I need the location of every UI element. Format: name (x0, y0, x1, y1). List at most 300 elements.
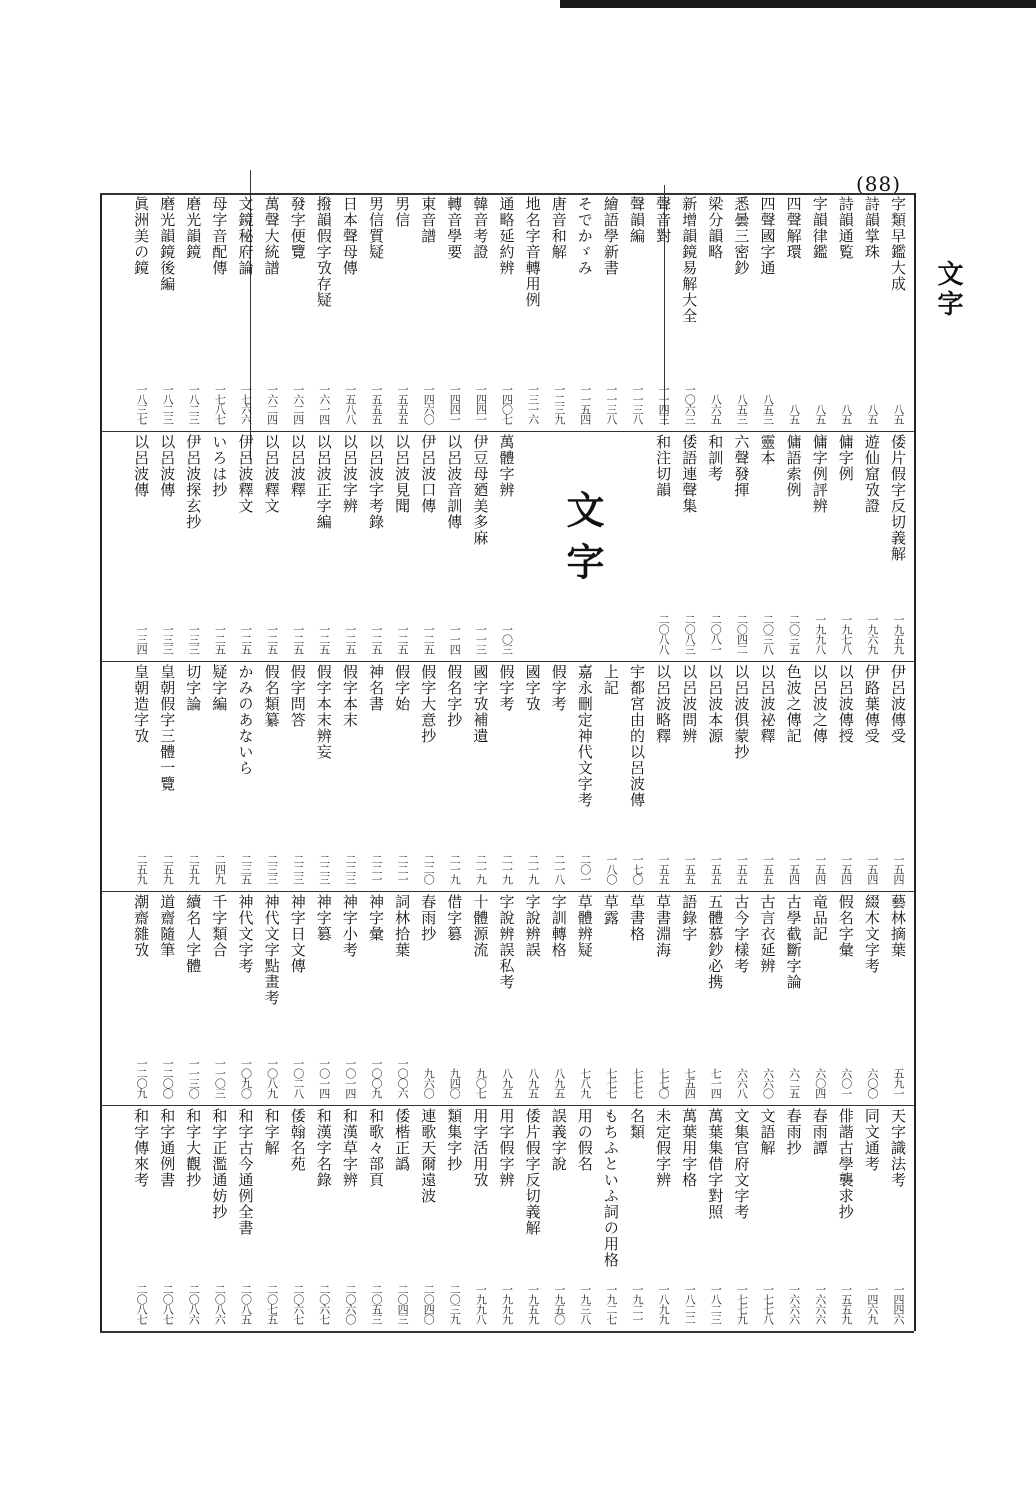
entry-page-number: 六六八 (735, 1068, 749, 1098)
index-entry (677, 434, 701, 658)
entry-title: 倭片假字反切義解 (523, 1108, 542, 1236)
index-entry (729, 1108, 753, 1328)
index-entry (312, 196, 336, 428)
entry-title: 以呂波字考錄 (367, 434, 385, 530)
entry-page-number: 一七七八 (761, 1284, 775, 1324)
entry-title: 神字日文傳 (288, 894, 307, 974)
index-entry (756, 434, 780, 658)
entry-title: 俳諧古學襲求抄 (836, 1108, 855, 1220)
entry-title: 萬葉集借字對照 (706, 1108, 725, 1220)
index-entry (860, 894, 884, 1102)
index-entry (521, 434, 545, 658)
entry-page-number: 一五八八 (343, 384, 357, 424)
entry-title: 春雨抄 (419, 894, 438, 942)
entry-title: 和訓考 (706, 434, 725, 482)
entry-page-number: 二〇三五 (787, 614, 801, 654)
entry-title: 假字考 (497, 664, 516, 712)
index-entry (364, 894, 388, 1102)
index-entry (808, 196, 832, 428)
entry-title: 字韻律鑑 (810, 196, 829, 260)
entry-page-number: 八五 (865, 404, 879, 424)
entry-title: 假字本末 (340, 664, 359, 728)
entry-page-number: 一七〇 (631, 854, 644, 884)
entry-page-number: 一〇〇六 (396, 1058, 410, 1098)
entry-page-number: 六〇一 (839, 1068, 853, 1098)
entry-page-number: 一三一六 (526, 384, 540, 424)
entry-title: 假字問答 (288, 664, 307, 728)
index-entry (756, 1108, 780, 1328)
frame-top-rule (100, 193, 914, 195)
index-entry (599, 664, 623, 888)
entry-page-number: 一二五 (265, 624, 279, 654)
entry-title: 皇朝造字攷 (132, 664, 151, 744)
entry-page-number: 六二五 (787, 1068, 801, 1098)
entry-page-number: 一九二七 (604, 1284, 618, 1324)
index-entry (442, 664, 466, 888)
index-entry (886, 196, 910, 428)
entry-title: そでかゞみ (575, 196, 594, 276)
entry-title: 傭字例 (836, 434, 855, 482)
entry-title: 草書格 (628, 894, 646, 942)
entry-page-number: 七七七 (631, 1068, 644, 1098)
index-entry (207, 894, 231, 1102)
entry-title: 草書淵海 (654, 894, 673, 958)
index-entry (416, 196, 440, 428)
entry-title: 字訓轉格 (549, 894, 568, 958)
entry-page-number: 一八〇 (604, 854, 618, 884)
entry-title: 詩韻通覧 (836, 196, 855, 260)
entry-title: 神代文字考 (236, 894, 255, 974)
entry-title: 假字考 (549, 664, 568, 712)
entry-page-number: 七七七 (604, 1068, 618, 1098)
entry-page-number: 二二一 (396, 854, 410, 884)
entry-page-number: 一四六〇 (422, 384, 436, 424)
band-divider-2 (100, 661, 914, 662)
index-entry (573, 664, 597, 888)
entry-page-number: 八五 (892, 404, 905, 424)
index-entry (390, 894, 414, 1102)
index-entry (129, 196, 153, 428)
index-entry (703, 434, 727, 658)
entry-title: 綴木文字考 (862, 894, 881, 974)
entry-page-number: 一〇三 (500, 624, 514, 654)
page-number: (88) (856, 172, 902, 196)
entry-title: 以呂波釋 (288, 434, 307, 498)
index-entry (834, 894, 858, 1102)
entry-page-number: 二〇八三 (683, 614, 697, 654)
entry-page-number: 一八二三 (161, 384, 175, 424)
index-entry (547, 1108, 571, 1328)
index-entry (338, 434, 362, 658)
index-entry (651, 196, 675, 428)
index-entry (181, 196, 205, 428)
index-entry (338, 894, 362, 1102)
entry-title: 古今字樣考 (732, 894, 751, 974)
index-entry (495, 664, 519, 888)
entry-page-number: 一一三八 (631, 384, 644, 424)
index-band-2 (102, 434, 910, 658)
index-entry (729, 196, 753, 428)
entry-title: 連歌天爾遠波 (419, 1108, 438, 1204)
index-entry (677, 664, 701, 888)
entry-page-number: 二〇八六 (213, 1284, 227, 1324)
entry-page-number: 一五五 (657, 854, 671, 884)
index-entry (234, 434, 258, 658)
entry-title: 倭翰名苑 (288, 1108, 307, 1172)
entry-page-number: 二三三 (265, 854, 279, 884)
index-entry (782, 1108, 806, 1328)
entry-page-number: 一九六九 (865, 614, 879, 654)
entry-title: 皇朝假字三體一覽 (158, 664, 177, 792)
index-entry (886, 434, 910, 658)
index-entry (416, 434, 440, 658)
entry-title: 誤義字說 (549, 1108, 568, 1172)
band-divider-1 (100, 431, 914, 432)
index-entry (834, 196, 858, 428)
entry-title: 神名書 (367, 664, 385, 712)
entry-title: 語錄字 (680, 894, 699, 942)
entry-page-number: 一二三九 (552, 384, 566, 424)
index-entry (651, 434, 675, 658)
entry-page-number: 二〇八八 (657, 614, 671, 654)
entry-page-number: 一八二三 (187, 384, 201, 424)
index-entry (860, 1108, 884, 1328)
index-band-5 (102, 1108, 910, 1328)
entry-page-number: 一五五九 (839, 1284, 853, 1324)
index-entry (625, 196, 649, 428)
entry-page-number: 八五 (813, 404, 827, 424)
entry-page-number: 一四六九 (865, 1284, 879, 1324)
entry-title: 磨光韻鏡後編 (158, 196, 177, 292)
entry-page-number: 一六二四 (291, 384, 305, 424)
entry-page-number: 七七〇 (657, 1068, 671, 1098)
index-entry (286, 196, 310, 428)
entry-page-number: 二〇七五 (265, 1284, 279, 1324)
entry-title: 以呂波傳 (132, 434, 151, 498)
index-entry (756, 196, 780, 428)
entry-title: 男信質疑 (367, 196, 385, 260)
entry-title: 傭字例評辨 (810, 434, 829, 514)
entry-page-number: 一七八七 (213, 384, 227, 424)
entry-page-number: 九四〇 (448, 1068, 462, 1098)
entry-page-number: 一一三〇 (187, 1058, 201, 1098)
index-entry (756, 664, 780, 888)
index-entry (260, 434, 284, 658)
index-entry (207, 1108, 231, 1328)
entry-page-number: 一四四一 (474, 384, 488, 424)
index-entry (207, 434, 231, 658)
index-entry (155, 1108, 179, 1328)
entry-page-number: 七八九 (578, 1068, 592, 1098)
index-entry (808, 434, 832, 658)
entry-page-number: 二五九 (161, 854, 175, 884)
index-entry (207, 664, 231, 888)
entry-title: 千字類合 (210, 894, 229, 958)
side-title: 文字 (933, 260, 963, 320)
entry-page-number: 六〇〇 (865, 1068, 879, 1098)
entry-title: 傭語索例 (784, 434, 803, 498)
index-entry (468, 894, 492, 1102)
top-edge-bar (560, 0, 1036, 8)
entry-page-number: 一五五 (761, 854, 775, 884)
index-band-3 (102, 664, 910, 888)
entry-page-number: 二〇四三 (396, 1284, 410, 1324)
entry-page-number: 一二五 (370, 624, 383, 654)
index-entry (155, 664, 179, 888)
index-entry (782, 434, 806, 658)
entry-title: 韓音考證 (471, 196, 490, 260)
band-divider-3 (100, 891, 914, 892)
index-entry (651, 1108, 675, 1328)
index-entry (468, 196, 492, 428)
entry-page-number: 一九五九 (526, 1284, 540, 1324)
index-entry (573, 1108, 597, 1328)
entry-page-number: 一六一四 (317, 384, 331, 424)
entry-title: かみのあないら (236, 664, 255, 776)
entry-title: 以呂波略釋 (654, 664, 673, 744)
entry-page-number: 七五四 (683, 1068, 697, 1098)
entry-title: 文鏡秘府論 (236, 196, 255, 276)
entry-page-number: 九六〇 (422, 1068, 436, 1098)
entry-title: 以呂波釋文 (262, 434, 281, 514)
index-entry (834, 434, 858, 658)
entry-title: 轉音學要 (445, 196, 464, 260)
entry-title: 道齋隨筆 (158, 894, 177, 958)
entry-title: 以呂波之傳 (810, 664, 829, 744)
entry-title: 同文通考 (862, 1108, 881, 1172)
entry-page-number: 一九九八 (474, 1284, 488, 1324)
entry-title: 宇都宮由的以呂波傳 (628, 664, 646, 808)
entry-page-number: 一二五 (239, 624, 253, 654)
entry-title: 四聲解環 (784, 196, 803, 260)
band-divider-4 (100, 1105, 914, 1106)
entry-page-number: 一八二二 (683, 1284, 697, 1324)
index-entry (364, 196, 388, 428)
index-entry (260, 1108, 284, 1328)
entry-title: 天字識法考 (889, 1108, 907, 1188)
index-entry (364, 1108, 388, 1328)
entry-page-number: 二〇一 (578, 854, 592, 884)
entry-title: 以呂波問辨 (680, 664, 699, 744)
index-entry (260, 894, 284, 1102)
entry-title: 春雨抄 (784, 1108, 803, 1156)
index-entry (808, 1108, 832, 1328)
index-entry (155, 894, 179, 1102)
entry-title: 聲韻編 (628, 196, 646, 244)
entry-page-number: 一一三 (474, 624, 488, 654)
entry-page-number: 二〇八七 (161, 1284, 175, 1324)
index-entry (651, 664, 675, 888)
entry-page-number: 二〇六七 (317, 1284, 331, 1324)
entry-page-number: 一七六六 (239, 384, 253, 424)
entry-page-number: 一五五五 (396, 384, 410, 424)
entry-title: 伊路葉傳受 (862, 664, 881, 744)
entry-page-number: 一五四 (839, 854, 853, 884)
index-entry (286, 434, 310, 658)
entry-title: 倭語連聲集 (680, 434, 699, 514)
entry-page-number: 八九五 (500, 1068, 514, 1098)
entry-title: 切字論 (184, 664, 203, 712)
entry-title: 眞洲美の鏡 (132, 196, 151, 276)
index-entry (181, 434, 205, 658)
entry-title: 類集字抄 (445, 1108, 464, 1172)
entry-title: 草體辨疑 (575, 894, 594, 958)
entry-title: 發字便覽 (288, 196, 307, 260)
index-entry (782, 196, 806, 428)
entry-page-number: 一一五四 (578, 384, 592, 424)
entry-page-number: 一〇一四 (317, 1058, 331, 1098)
entry-title: 通略延約辨 (497, 196, 516, 276)
index-entry (442, 196, 466, 428)
entry-page-number: 一六二四 (265, 384, 279, 424)
index-entry (703, 196, 727, 428)
entry-title: 和字解 (262, 1108, 281, 1156)
entry-page-number: 一九五〇 (552, 1284, 566, 1324)
entry-page-number: 一〇一四 (343, 1058, 357, 1098)
entry-page-number: 一五五五 (370, 384, 383, 424)
index-entry (495, 1108, 519, 1328)
entry-page-number: 八九五 (526, 1068, 540, 1098)
entry-page-number: 二四九 (213, 854, 227, 884)
index-entry (599, 1108, 623, 1328)
entry-title: 文集官府文字考 (732, 1108, 751, 1220)
entry-page-number: 一五五 (683, 854, 697, 884)
entry-title: 五體慕鈔必携 (706, 894, 725, 990)
entry-title: 古言衣延辨 (758, 894, 777, 974)
index-entry (651, 894, 675, 1102)
entry-title: 東音譜 (419, 196, 438, 244)
index-entry (729, 894, 753, 1102)
entry-page-number: 一九九八 (813, 614, 827, 654)
entry-title: 和字古今通例全書 (236, 1108, 255, 1236)
index-entry (625, 1108, 649, 1328)
index-entry (573, 894, 597, 1102)
index-band-1 (102, 196, 910, 428)
entry-page-number: 一二〇九 (135, 1058, 149, 1098)
entry-title: 藝林摘葉 (889, 894, 907, 958)
index-entry (599, 894, 623, 1102)
entry-title: 詞林拾葉 (393, 894, 412, 958)
entry-title: 以呂波音訓傳 (445, 434, 464, 530)
entry-title: 以呂波傳 (158, 434, 177, 498)
entry-title: 繪語學新書 (601, 196, 620, 276)
entry-title: 假字大意抄 (419, 664, 438, 744)
index-entry (860, 434, 884, 658)
index-entry (677, 196, 701, 428)
index-entry (286, 1108, 310, 1328)
index-entry (442, 434, 466, 658)
entry-title: 唐音和解 (549, 196, 568, 260)
entry-title: 以呂波祕釋 (758, 664, 777, 744)
entry-page-number: 八五 (787, 404, 801, 424)
entry-title: 日本聲母傳 (340, 196, 359, 276)
entry-page-number: 一四〇七 (500, 384, 514, 424)
entry-title: 撥韻假字攷存疑 (314, 196, 333, 308)
entry-page-number: 一三三 (187, 624, 201, 654)
entry-title: 未定假字辨 (654, 1108, 673, 1188)
entry-page-number: 六六〇 (761, 1068, 775, 1098)
entry-page-number: 二一九 (448, 854, 462, 884)
entry-page-number: 二三五 (239, 854, 253, 884)
index-entry (181, 664, 205, 888)
index-entry (129, 434, 153, 658)
entry-title: 用の假名 (575, 1108, 594, 1172)
entry-page-number: 一〇八九 (265, 1058, 279, 1098)
index-entry (521, 196, 545, 428)
index-entry (390, 196, 414, 428)
index-entry (521, 664, 545, 888)
index-entry (860, 196, 884, 428)
index-entry (625, 894, 649, 1102)
index-entry (677, 894, 701, 1102)
entry-page-number: 二〇八五 (239, 1284, 253, 1324)
entry-page-number: 一八三七 (135, 384, 149, 424)
entry-page-number: 六〇四 (813, 1068, 827, 1098)
entry-page-number: 一五五 (735, 854, 749, 884)
index-entry (703, 664, 727, 888)
entry-page-number: 一二五 (213, 624, 227, 654)
entry-page-number: 一六六六 (787, 1284, 801, 1324)
entry-page-number: 二〇六七 (291, 1284, 305, 1324)
entry-title: 神字彙 (367, 894, 385, 942)
entry-title: 梁分韻略 (706, 196, 725, 260)
index-entry (599, 434, 623, 658)
index-entry (234, 196, 258, 428)
entry-page-number: 二一九 (526, 854, 540, 884)
entry-page-number: 一三三 (161, 624, 175, 654)
index-entry (886, 894, 910, 1102)
entry-page-number: 八五 (839, 404, 853, 424)
entry-page-number: 二〇八六 (187, 1284, 201, 1324)
entry-title: 地名字音轉用例 (523, 196, 542, 308)
entry-title: 靈本 (758, 434, 777, 466)
entry-page-number: 九〇七 (474, 1068, 488, 1098)
entry-page-number: 一四四六 (892, 1284, 905, 1324)
entry-title: 和字通例書 (158, 1108, 177, 1188)
index-entry (390, 1108, 414, 1328)
index-entry (599, 196, 623, 428)
entry-title: 聲音對 (654, 196, 673, 244)
index-entry (416, 664, 440, 888)
entry-page-number: 一五四 (892, 854, 905, 884)
entry-page-number: 八九五 (552, 1068, 566, 1098)
entry-page-number: 二〇八一 (709, 614, 723, 654)
index-entry (129, 664, 153, 888)
index-entry (782, 894, 806, 1102)
entry-title: 新增韻鏡易解大全 (680, 196, 699, 324)
index-entry (495, 894, 519, 1102)
entry-title: 神代文字點畫考 (262, 894, 281, 1006)
entry-title: 和字傳來考 (132, 1108, 151, 1188)
entry-page-number: 一一〇三 (213, 1058, 227, 1098)
entry-title: 和漢草字辨 (340, 1108, 359, 1188)
index-entry (756, 894, 780, 1102)
entry-title: 萬聲大統譜 (262, 196, 281, 276)
entry-page-number: 二〇五三 (370, 1284, 383, 1324)
entry-title: 國字攷 (523, 664, 542, 712)
entry-page-number: 一八二三 (709, 1284, 723, 1324)
entry-title: 字說辨誤私考 (497, 894, 516, 990)
entry-page-number: 一一四三 (657, 384, 671, 424)
entry-page-number: 二五九 (187, 854, 201, 884)
index-entry (260, 664, 284, 888)
entry-title: 以呂波正字編 (314, 434, 333, 530)
index-entry (442, 894, 466, 1102)
entry-title: 磨光韻鏡 (184, 196, 203, 260)
entry-page-number: 一四四一 (448, 384, 462, 424)
index-entry (468, 1108, 492, 1328)
entry-title: 母字音配傳 (210, 196, 229, 276)
